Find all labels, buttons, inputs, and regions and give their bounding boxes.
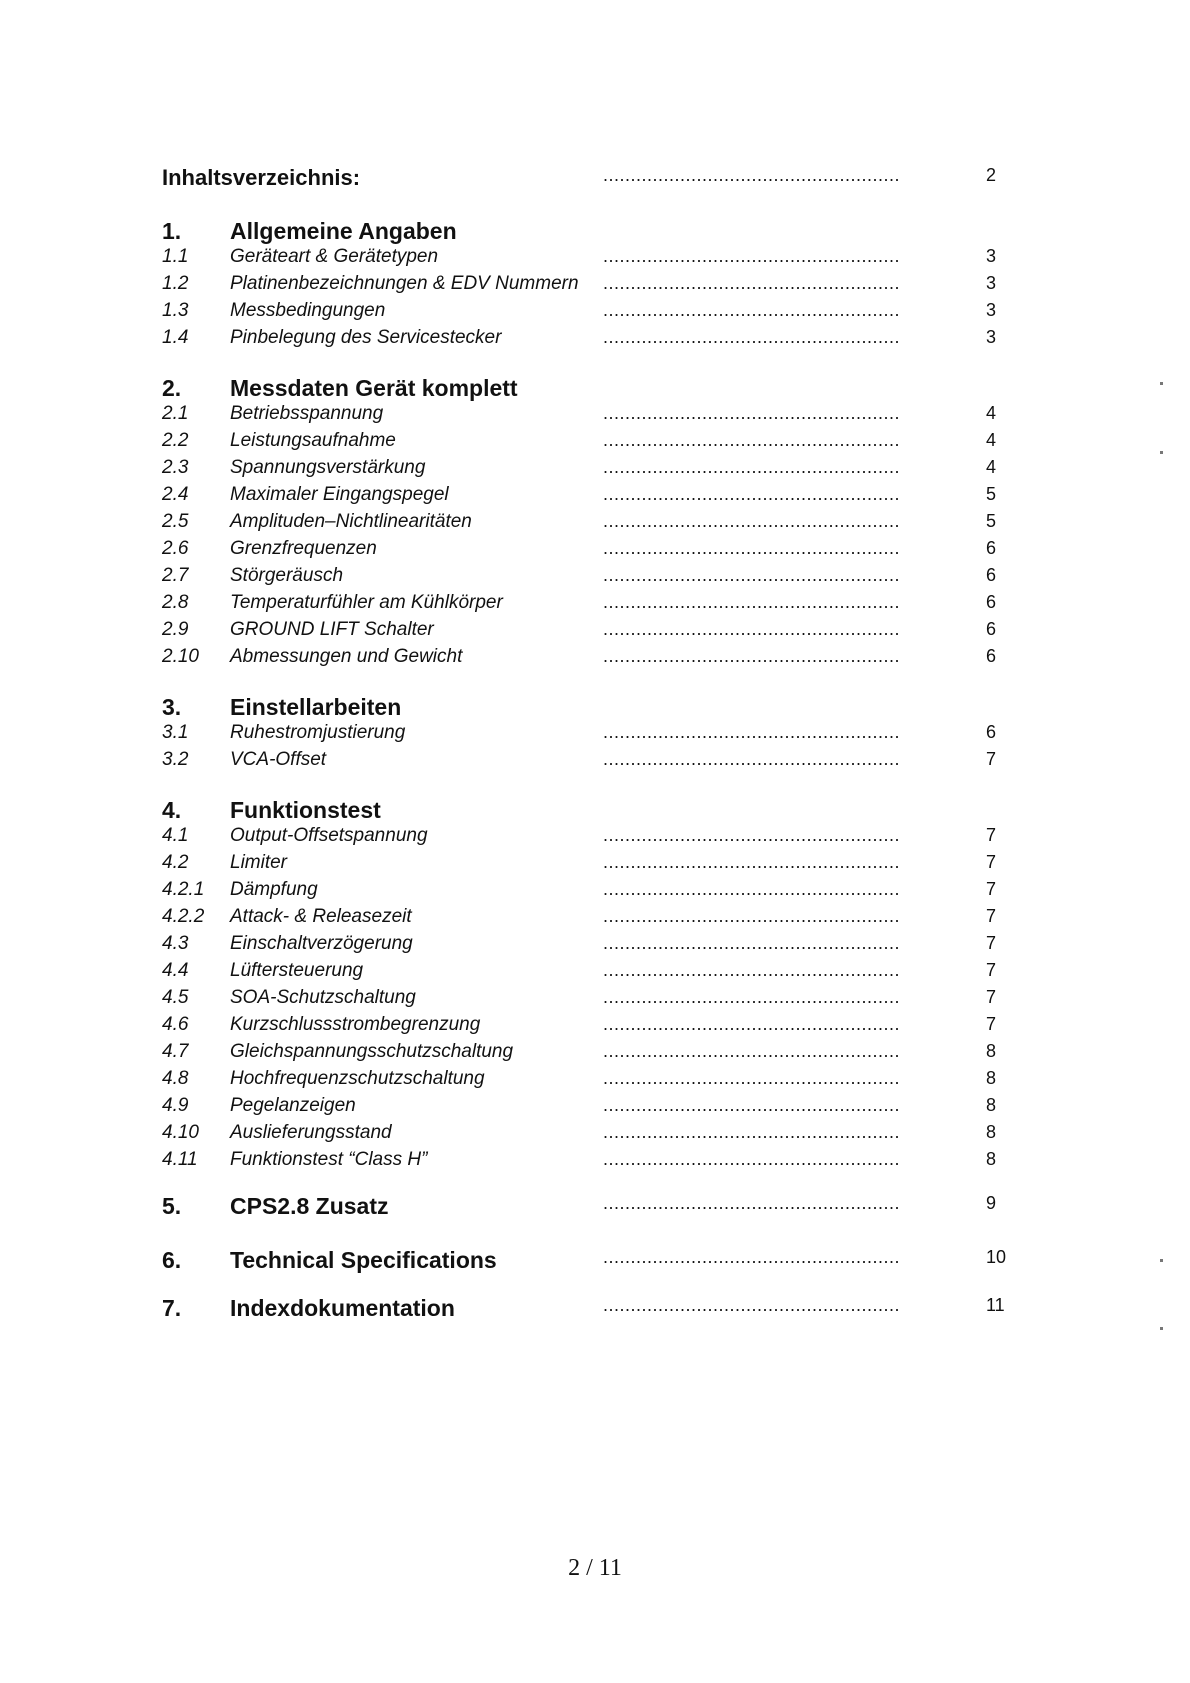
entry-title: Leistungsaufnahme — [230, 430, 396, 451]
dot-leader: ...................................................... — [603, 565, 901, 585]
entry-number: 4.8 — [162, 1068, 189, 1089]
entry-title: Gleichspannungsschutzschaltung — [230, 1041, 514, 1062]
toc-entry-row[interactable] — [0, 1041, 1190, 1071]
toc-entry-row[interactable] — [0, 511, 1190, 541]
toc-section-row[interactable] — [0, 1247, 1190, 1277]
entry-title: Attack- & Releasezeit — [230, 906, 412, 927]
toc-entry-row[interactable] — [0, 246, 1190, 276]
toc-entry-row[interactable] — [0, 430, 1190, 460]
entry-title: Spannungsverstärkung — [230, 457, 426, 478]
toc-entry-row[interactable] — [0, 852, 1190, 882]
entry-page: 8 — [986, 1149, 997, 1169]
entry-number: 4.2 — [162, 852, 189, 873]
entry-page: 8 — [986, 1122, 997, 1142]
entry-page: 4 — [986, 457, 997, 477]
entry-title: Temperaturfühler am Kühlkörper — [230, 592, 503, 613]
entry-title: Funktionstest “Class H” — [230, 1149, 428, 1170]
section-number: 3. — [162, 694, 182, 720]
entry-title: Kurzschlussstrombegrenzung — [230, 1014, 481, 1035]
toc-entry-row[interactable] — [0, 749, 1190, 779]
section-number: 6. — [162, 1247, 182, 1273]
entry-number: 4.2.2 — [162, 906, 205, 927]
entry-page: 5 — [986, 484, 997, 504]
entry-title: Pegelanzeigen — [230, 1095, 356, 1116]
entry-title: VCA-Offset — [230, 749, 327, 770]
scan-speck — [1160, 451, 1163, 454]
dot-leader: ...................................................... — [603, 457, 901, 477]
section-number: 2. — [162, 375, 182, 401]
dot-leader: ...................................................... — [603, 1122, 901, 1142]
toc-section-row[interactable] — [0, 1193, 1190, 1223]
dot-leader: ...................................................... — [603, 246, 901, 266]
toc-section-row[interactable] — [0, 797, 1190, 827]
toc-section-row[interactable] — [0, 694, 1190, 724]
entry-title: Betriebsspannung — [230, 403, 384, 424]
entry-page: 3 — [986, 327, 997, 347]
entry-number: 3.1 — [162, 722, 189, 743]
toc-entry-row[interactable] — [0, 646, 1190, 676]
entry-number: 2.2 — [162, 430, 189, 451]
toc-entry-row[interactable] — [0, 879, 1190, 909]
dot-leader: ...................................................... — [603, 1149, 901, 1169]
section-page: 11 — [986, 1295, 1005, 1315]
entry-number: 2.8 — [162, 592, 189, 613]
entry-number: 4.7 — [162, 1041, 189, 1062]
scan-speck — [1160, 1259, 1163, 1262]
dot-leader: ...................................................... — [603, 825, 901, 845]
entry-title: Platinenbezeichnungen & EDV Nummern — [230, 273, 579, 294]
dot-leader: ...................................................... — [603, 906, 901, 926]
entry-title: Pinbelegung des Servicestecker — [230, 327, 502, 348]
dot-leader: ...................................................... — [603, 484, 901, 504]
dot-leader: ...................................................... — [603, 879, 901, 899]
entry-page: 3 — [986, 273, 997, 293]
entry-title: Output-Offsetspannung — [230, 825, 428, 846]
entry-number: 2.9 — [162, 619, 189, 640]
toc-title-page: 2 — [986, 165, 997, 185]
section-title: Indexdokumentation — [230, 1295, 455, 1321]
entry-number: 2.7 — [162, 565, 189, 586]
dot-leader: ...................................................... — [603, 273, 901, 293]
dot-leader: ...................................................... — [603, 165, 901, 185]
entry-page: 8 — [986, 1095, 997, 1115]
entry-number: 3.2 — [162, 749, 189, 770]
entry-title: Störgeräusch — [230, 565, 344, 586]
toc-entry-row[interactable] — [0, 619, 1190, 649]
entry-title: Grenzfrequenzen — [230, 538, 377, 559]
entry-number: 1.4 — [162, 327, 189, 348]
entry-page: 6 — [986, 538, 997, 558]
entry-number: 4.6 — [162, 1014, 189, 1035]
entry-page: 4 — [986, 403, 997, 423]
section-title: Messdaten Gerät komplett — [230, 375, 518, 401]
toc-entry-row[interactable] — [0, 1014, 1190, 1044]
entry-page: 6 — [986, 619, 997, 639]
entry-title: Geräteart & Gerätetypen — [230, 246, 439, 267]
entry-number: 1.1 — [162, 246, 189, 267]
entry-title: Ruhestromjustierung — [230, 722, 406, 743]
entry-title: Einschaltverzögerung — [230, 933, 413, 954]
toc-entry-row[interactable] — [0, 457, 1190, 487]
dot-leader: ...................................................... — [603, 430, 901, 450]
toc-entry-row[interactable] — [0, 906, 1190, 936]
entry-page: 7 — [986, 906, 997, 926]
dot-leader: ...................................................... — [603, 511, 901, 531]
toc-title-row — [0, 165, 1190, 195]
toc-section-row[interactable] — [0, 1295, 1190, 1325]
section-number: 1. — [162, 218, 182, 244]
entry-page: 7 — [986, 879, 997, 899]
entry-title: Hochfrequenzschutzschaltung — [230, 1068, 485, 1089]
dot-leader: ...................................................... — [603, 592, 901, 612]
section-page: 10 — [986, 1247, 1007, 1267]
toc-section-row[interactable] — [0, 375, 1190, 405]
entry-title: Amplituden–Nichtlinearitäten — [230, 511, 472, 532]
dot-leader: ...................................................... — [603, 1295, 901, 1315]
entry-number: 4.3 — [162, 933, 189, 954]
toc-entry-row[interactable] — [0, 1068, 1190, 1098]
entry-title: Lüftersteuerung — [230, 960, 364, 981]
entry-page: 5 — [986, 511, 997, 531]
entry-number: 2.4 — [162, 484, 189, 505]
dot-leader: ...................................................... — [603, 327, 901, 347]
toc-entry-row[interactable] — [0, 1149, 1190, 1179]
dot-leader: ...................................................... — [603, 538, 901, 558]
entry-page: 3 — [986, 300, 997, 320]
toc-entry-row[interactable] — [0, 987, 1190, 1017]
dot-leader: ...................................................... — [603, 619, 901, 639]
entry-title: Limiter — [230, 852, 288, 873]
entry-page: 6 — [986, 722, 997, 742]
dot-leader: ...................................................... — [603, 1193, 901, 1213]
entry-number: 2.6 — [162, 538, 189, 559]
entry-page: 7 — [986, 749, 997, 769]
entry-page: 6 — [986, 646, 997, 666]
entry-page: 8 — [986, 1068, 997, 1088]
toc-entry-row[interactable] — [0, 1095, 1190, 1125]
toc-entry-row[interactable] — [0, 538, 1190, 568]
entry-title: Dämpfung — [230, 879, 318, 900]
entry-page: 7 — [986, 852, 997, 872]
entry-title: Abmessungen und Gewicht — [230, 646, 463, 667]
dot-leader: ...................................................... — [603, 987, 901, 1007]
dot-leader: ...................................................... — [603, 1014, 901, 1034]
entry-number: 4.9 — [162, 1095, 189, 1116]
section-title: Funktionstest — [230, 797, 381, 823]
dot-leader: ...................................................... — [603, 722, 901, 742]
dot-leader: ...................................................... — [603, 300, 901, 320]
entry-page: 7 — [986, 825, 997, 845]
toc-entry-row[interactable] — [0, 403, 1190, 433]
section-number: 7. — [162, 1295, 182, 1321]
entry-title: Messbedingungen — [230, 300, 386, 321]
entry-page: 3 — [986, 246, 997, 266]
dot-leader: ...................................................... — [603, 960, 901, 980]
dot-leader: ...................................................... — [603, 1247, 901, 1267]
toc-entry-row[interactable] — [0, 722, 1190, 752]
entry-number: 2.1 — [162, 403, 189, 424]
toc-title: Inhaltsverzeichnis: — [162, 165, 361, 190]
entry-number: 4.11 — [162, 1149, 198, 1170]
toc-section-row[interactable] — [0, 218, 1190, 248]
entry-number: 4.4 — [162, 960, 189, 981]
toc-entry-row[interactable] — [0, 327, 1190, 357]
section-title: CPS2.8 Zusatz — [230, 1193, 389, 1219]
section-number: 4. — [162, 797, 182, 823]
entry-title: Maximaler Eingangspegel — [230, 484, 449, 505]
dot-leader: ...................................................... — [603, 646, 901, 666]
toc-entry-row[interactable] — [0, 484, 1190, 514]
dot-leader: ...................................................... — [603, 933, 901, 953]
entry-page: 7 — [986, 933, 997, 953]
toc-entry-row[interactable] — [0, 960, 1190, 990]
entry-number: 4.2.1 — [162, 879, 205, 900]
toc-entry-row[interactable] — [0, 933, 1190, 963]
entry-number: 2.5 — [162, 511, 189, 532]
toc-entry-row[interactable] — [0, 1122, 1190, 1152]
entry-page: 7 — [986, 960, 997, 980]
section-title: Allgemeine Angaben — [230, 218, 457, 244]
entry-title: GROUND LIFT Schalter — [230, 619, 434, 640]
dot-leader: ...................................................... — [603, 403, 901, 423]
dot-leader: ...................................................... — [603, 1041, 901, 1061]
entry-page: 4 — [986, 430, 997, 450]
toc-entry-row[interactable] — [0, 300, 1190, 330]
entry-title: Auslieferungsstand — [230, 1122, 392, 1143]
section-title: Technical Specifications — [230, 1247, 497, 1273]
entry-number: 2.3 — [162, 457, 189, 478]
entry-number: 4.5 — [162, 987, 189, 1008]
dot-leader: ...................................................... — [603, 852, 901, 872]
entry-page: 6 — [986, 592, 997, 612]
entry-title: SOA-Schutzschaltung — [230, 987, 416, 1008]
section-title: Einstellarbeiten — [230, 694, 402, 720]
toc-entry-row[interactable] — [0, 592, 1190, 622]
entry-number: 2.10 — [162, 646, 199, 667]
dot-leader: ...................................................... — [603, 1068, 901, 1088]
entry-page: 6 — [986, 565, 997, 585]
entry-page: 7 — [986, 987, 997, 1007]
toc-entry-row[interactable] — [0, 565, 1190, 595]
dot-leader: ...................................................... — [603, 1095, 901, 1115]
scan-speck — [1160, 1327, 1163, 1330]
section-number: 5. — [162, 1193, 182, 1219]
entry-number: 4.10 — [162, 1122, 199, 1143]
page-footer: 2 / 11 — [568, 1555, 622, 1581]
entry-page: 7 — [986, 1014, 997, 1034]
entry-number: 4.1 — [162, 825, 189, 846]
section-page: 9 — [986, 1193, 997, 1213]
scan-speck — [1160, 382, 1163, 385]
toc-entry-row[interactable] — [0, 273, 1190, 303]
dot-leader: ...................................................... — [603, 749, 901, 769]
entry-page: 8 — [986, 1041, 997, 1061]
toc-entry-row[interactable] — [0, 825, 1190, 855]
entry-number: 1.2 — [162, 273, 189, 294]
entry-number: 1.3 — [162, 300, 189, 321]
